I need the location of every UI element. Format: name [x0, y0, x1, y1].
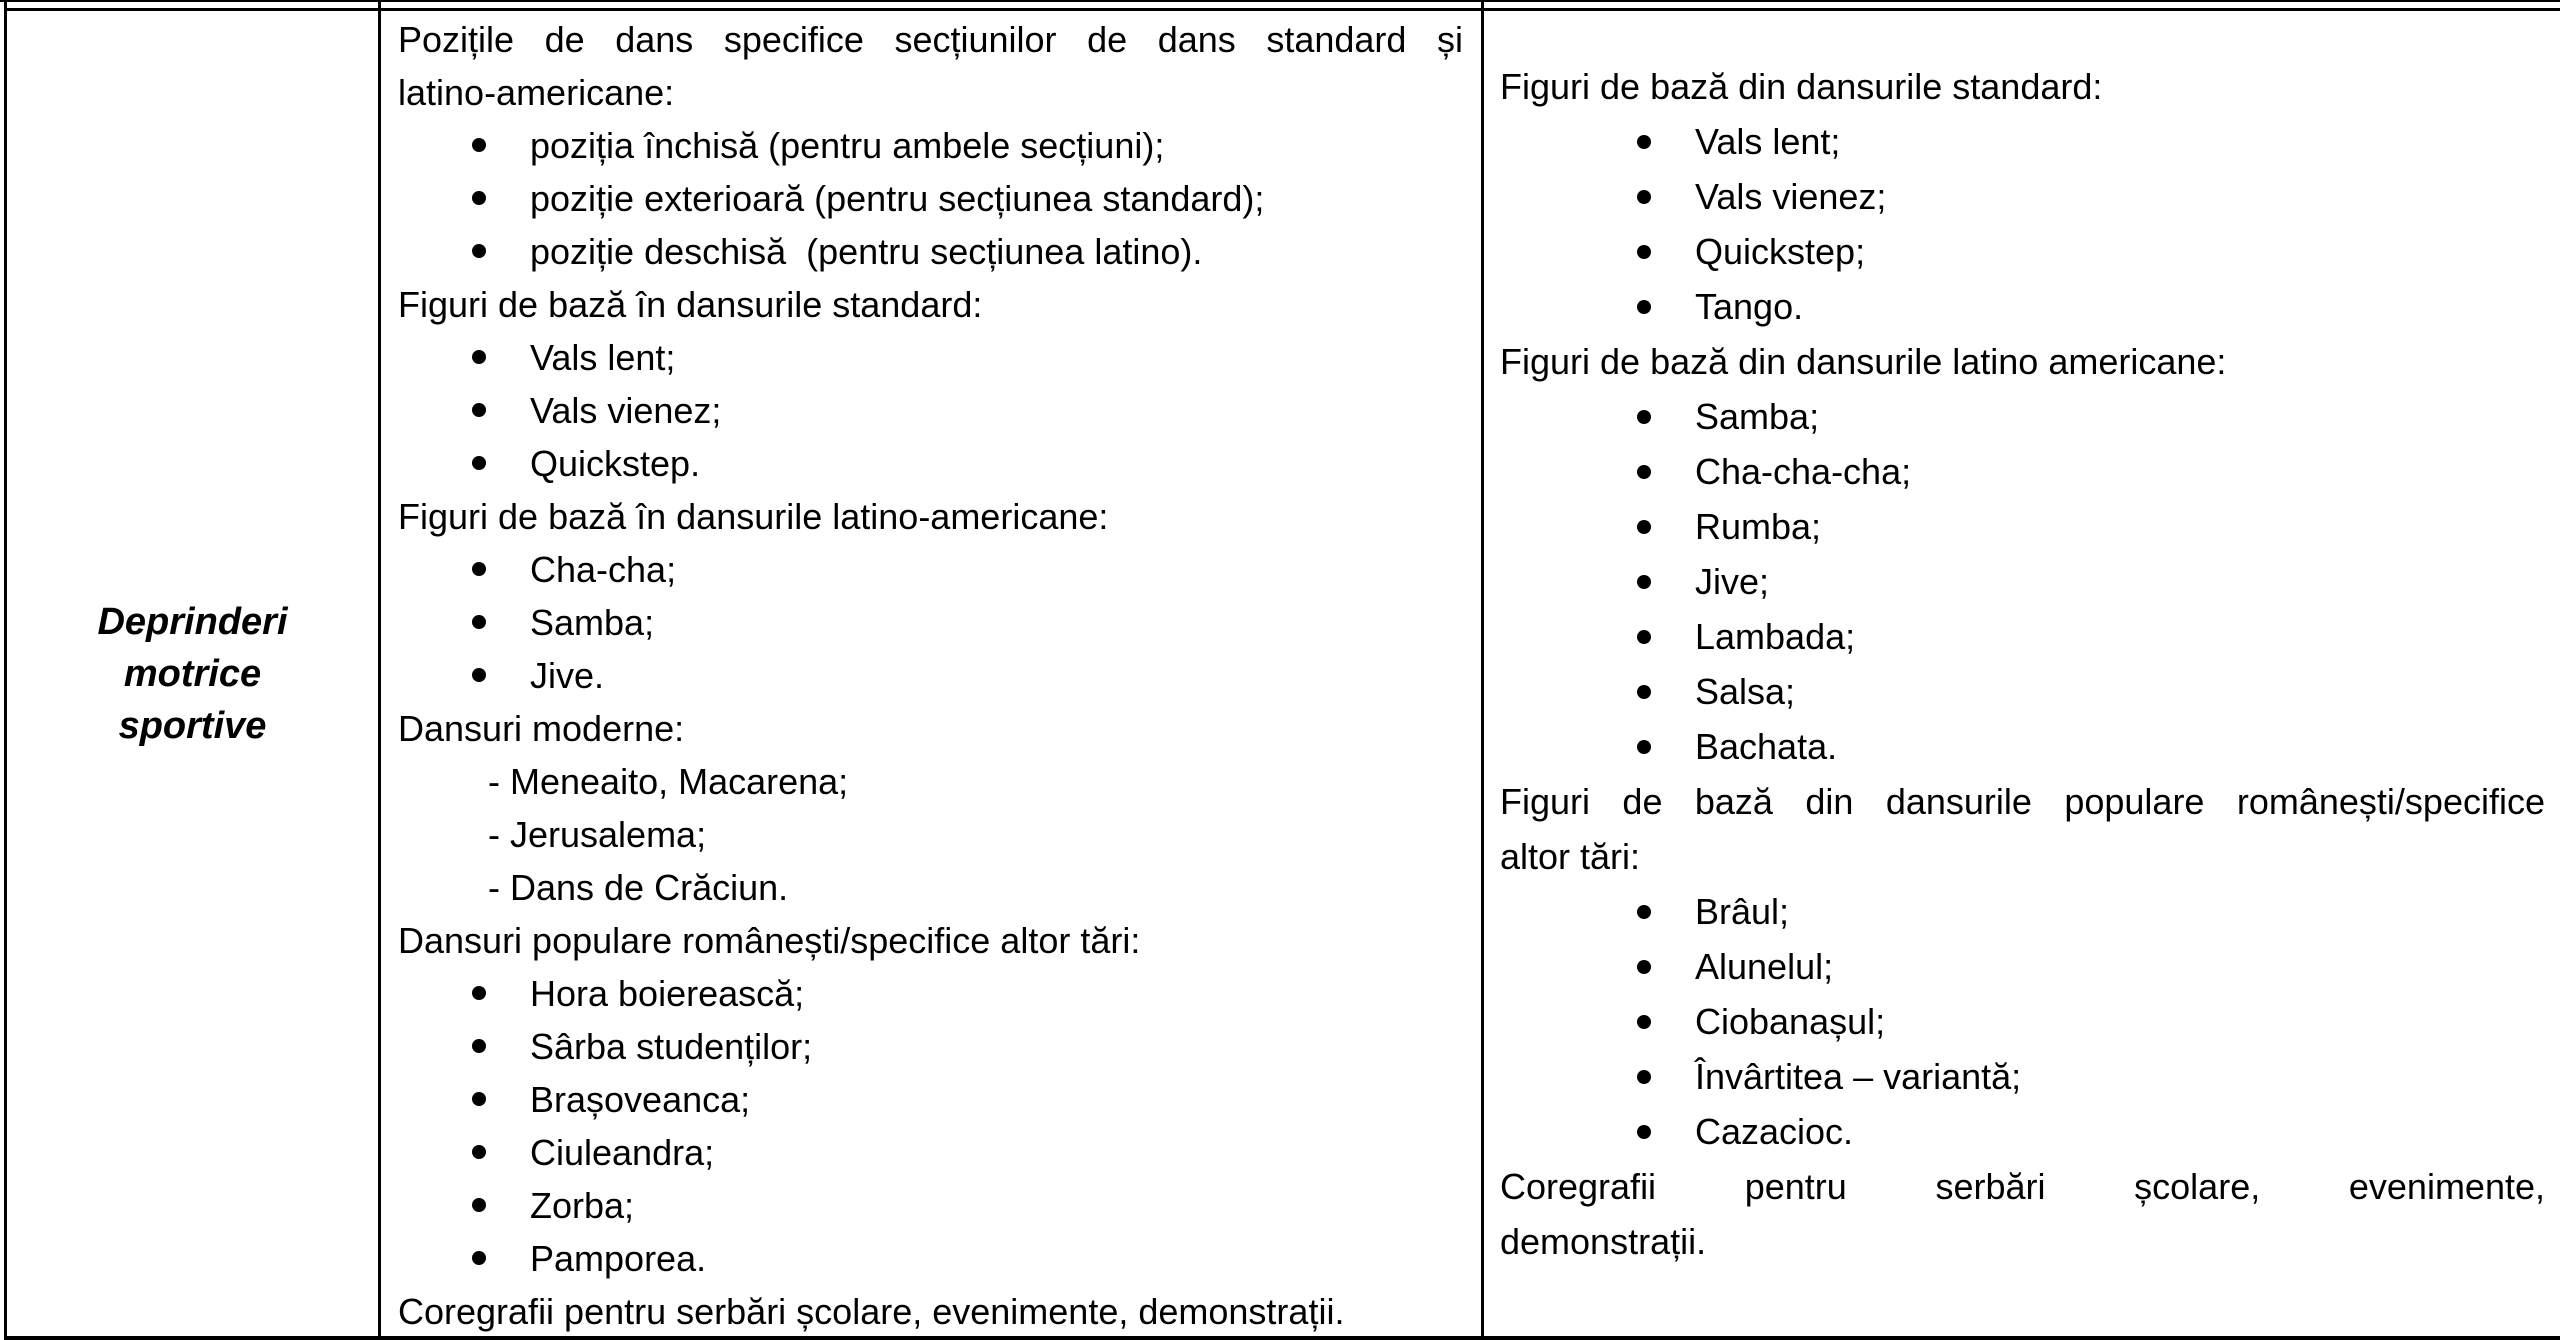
category-title-line: sportive — [118, 704, 267, 747]
bullet-item: poziție exterioară (pentru secțiunea standard); — [398, 172, 1463, 225]
text-line: altor tări: — [1500, 836, 1641, 877]
dash-item: - Dans de Crăciun. — [488, 867, 789, 908]
bullet-item: Brâul; — [1500, 884, 2545, 939]
cell-content-summary — [1484, 11, 2560, 1336]
text-line: Coregrafii pentru serbări școlare, evenimente, demonstrații. — [398, 1291, 1345, 1332]
bullet-item: Pamporea. — [398, 1232, 1463, 1285]
justified-text-line: Figuri de bază din dansurile populare românești/specifice — [1500, 781, 2545, 822]
table-divider-stub-1 — [378, 0, 381, 8]
bullet-item: Salsa; — [1500, 664, 2545, 719]
curriculum-table-row — [4, 8, 2560, 1340]
bullet-item: Lambada; — [1500, 609, 2545, 664]
bullet-item: Quickstep. — [398, 437, 1463, 490]
bullet-item: Tango. — [1500, 279, 2545, 334]
bullet-item: Rumba; — [1500, 499, 2545, 554]
category-title-line: Deprinderi — [97, 600, 288, 643]
bullet-item: Quickstep; — [1500, 224, 2545, 279]
bullet-item: Alunelul; — [1500, 939, 2545, 994]
text-line: Figuri de bază din dansurile standard: — [1500, 66, 2103, 107]
previous-row-border — [0, 0, 2560, 2]
text-line: Dansuri populare românești/specifice altor tări: — [398, 920, 1141, 961]
text-line: demonstrații. — [1500, 1221, 1707, 1262]
bullet-item: Vals lent; — [398, 331, 1463, 384]
text-line: latino-americane: — [398, 72, 675, 113]
bullet-item: Cha-cha-cha; — [1500, 444, 2545, 499]
text-line: Figuri de bază în dansurile latino-americane: — [398, 496, 1109, 537]
bullet-item: Cha-cha; — [398, 543, 1463, 596]
bullet-item: Hora boierească; — [398, 967, 1463, 1020]
bullet-item: poziție deschisă (pentru secțiunea latino). — [398, 225, 1463, 278]
bullet-item: Ciobanașul; — [1500, 994, 2545, 1049]
text-line: Figuri de bază în dansurile standard: — [398, 284, 983, 325]
bullet-item: Jive. — [398, 649, 1463, 702]
bullet-item: Vals vienez; — [398, 384, 1463, 437]
bullet-item: Jive; — [1500, 554, 2545, 609]
bullet-item: poziția închisă (pentru ambele secțiuni); — [398, 119, 1463, 172]
category-title-line: motrice — [123, 652, 262, 695]
cell-content-detailed — [381, 11, 1484, 1336]
text-line: Dansuri moderne: — [398, 708, 685, 749]
bullet-item: Ciuleandra; — [398, 1126, 1463, 1179]
dash-item: - Jerusalema; — [488, 814, 707, 855]
bullet-item: Sârba studenților; — [398, 1020, 1463, 1073]
bullet-item: Învârtitea – variantă; — [1500, 1049, 2545, 1104]
bullet-item: Brașoveanca; — [398, 1073, 1463, 1126]
bullet-item: Zorba; — [398, 1179, 1463, 1232]
text-line: Figuri de bază din dansurile latino americane: — [1500, 341, 2227, 382]
table-divider-stub-2 — [1481, 0, 1484, 8]
bullet-item: Bachata. — [1500, 719, 2545, 774]
dash-item: - Meneaito, Macarena; — [488, 761, 849, 802]
bullet-item: Cazacioc. — [1500, 1104, 2545, 1159]
justified-text-line: Coregrafii pentru serbări școlare, evenimente, — [1500, 1166, 2545, 1207]
cell-category-title — [7, 11, 381, 1336]
bullet-item: Vals vienez; — [1500, 169, 2545, 224]
table-left-border-stub — [4, 0, 7, 8]
justified-text-line: Pozițile de dans specifice secțiunilor de dans standard și — [398, 19, 1463, 60]
bullet-item: Samba; — [1500, 389, 2545, 444]
bullet-item: Samba; — [398, 596, 1463, 649]
bullet-item: Vals lent; — [1500, 114, 2545, 169]
